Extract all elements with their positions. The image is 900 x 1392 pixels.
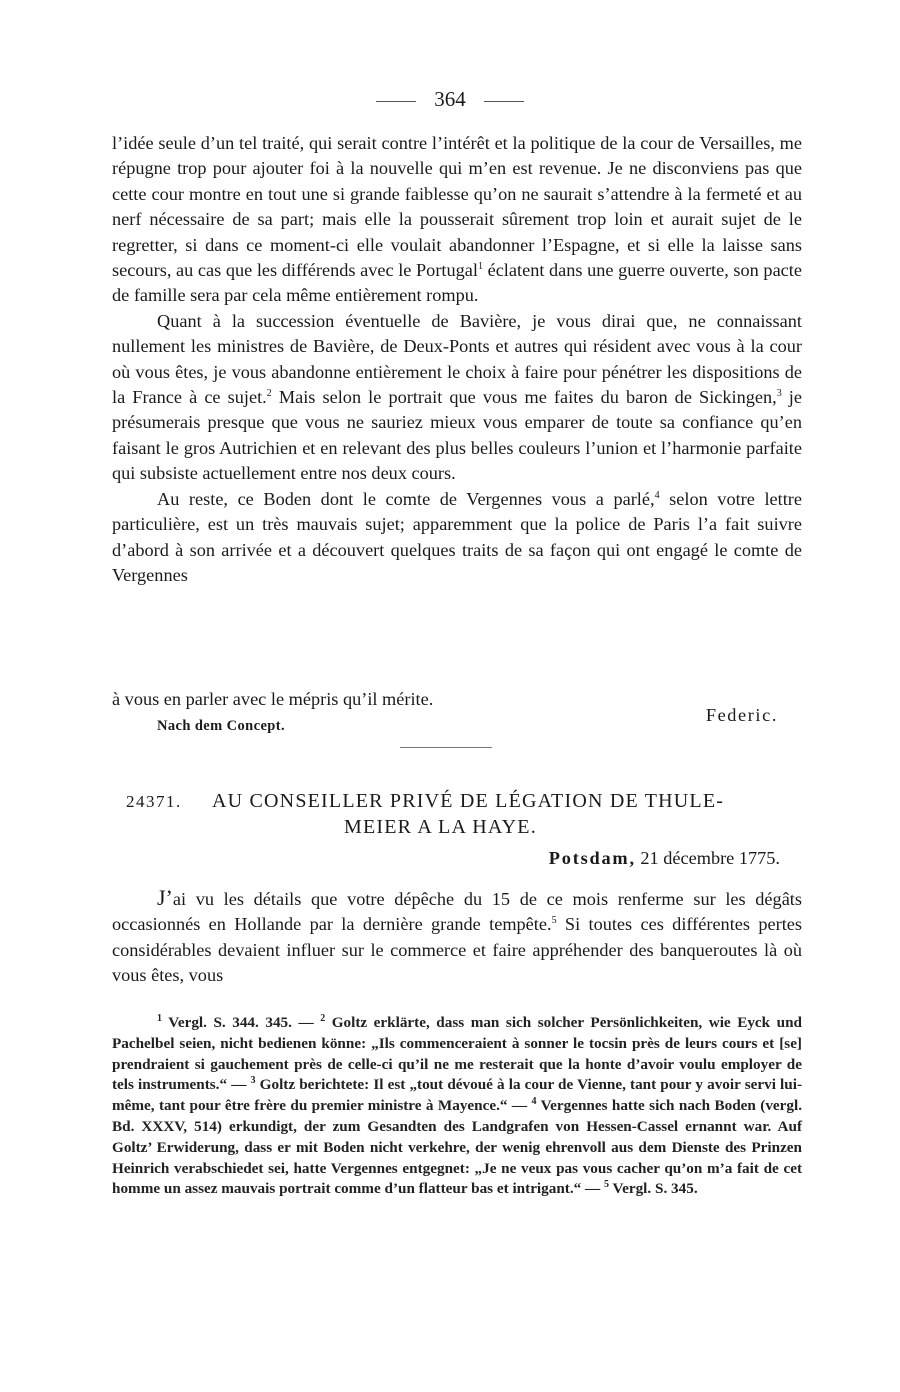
footnote-number: 5	[604, 1179, 610, 1191]
paragraph	[112, 131, 802, 309]
paragraph-text: Mais selon le portrait que vous me faites du baron de Sickingen,	[271, 387, 777, 408]
footnote-ref: 3	[776, 387, 782, 399]
letter-continuation	[112, 131, 802, 588]
paragraph-text: Si toutes ces différentes pertes considérables devaient influer sur le commerce et faire appréhender des banqueroutes là où vous êtes, vous	[112, 914, 802, 986]
page-header	[0, 84, 900, 114]
footnote-ref: 4	[654, 489, 660, 501]
footnote-ref: 5	[551, 915, 557, 927]
paragraph-text: Au reste, ce Boden dont le comte de Vergennes vous a parlé,	[157, 488, 655, 509]
paragraph-text: éclatent dans une guerre ouverte, son pacte de famille sera par cela même entièrement rompu.	[112, 260, 802, 306]
letter-title-line2: MEIER A LA HAYE.	[344, 816, 537, 838]
paragraph-text: selon votre lettre particulière, est un très mauvais sujet; apparemment que la police de Paris l’a fait suivre d’abord à son arrivée et a découvert quelques traits de sa façon qui ont engagé le comte de Vergennes	[112, 488, 802, 585]
footnotes	[112, 1013, 802, 1200]
dateline	[112, 845, 780, 871]
footnote-number: 3	[250, 1075, 256, 1087]
footnote-text: Vergennes hatte sich nach Boden (vergl. Bd. XXXV, 514) erkundigt, der zum Gesandten des Landgrafen von Hessen-Cassel ernannt war. Auf Goltz’ Erwiderung, dass er mit Boden nicht verkehre, der wenig ehrenvoll aus dem Dienste des Prinzen Heinrich verabschiedet sei, hatte Vergennes entgegnet: „Je ne veux pas vous cacher qu’on m’a fait de cet homme un assez mauvais portrait comme d’un flatteur bas et intrigant.“ —	[112, 1097, 802, 1198]
header-rule-right	[484, 101, 524, 102]
paragraph-text: l’idée seule d’un tel traité, qui serait contre l’intérêt et la politique de la cour de Versailles, me répugne trop pour ajouter foi à la nouvelle qui m’en est revenue. Je ne disconviens pas que cette cour montre en tout une si grande faiblesse qu’on ne saurait s’attendre à la fermeté et au nerf nécessaire de sa part; mais elle la pousserait sûrement trop loin et aurait sujet de le regretter, si dans ce moment-ci elle voulait abandonner l’Espagne, et si elle la laisse sans secours, au cas que les différends avec le Portugal	[112, 133, 802, 281]
source-note: Nach dem Concept.	[157, 718, 286, 734]
letter-number: 24371.	[126, 792, 182, 811]
footnote-number: 4	[531, 1096, 537, 1108]
section-divider	[400, 747, 492, 748]
page-number: 364	[434, 87, 466, 111]
letter-body	[112, 885, 802, 989]
footnote-ref: 1	[477, 260, 483, 272]
paragraph	[112, 309, 802, 487]
footnote-number: 1	[157, 1012, 162, 1024]
paragraph	[112, 885, 802, 989]
footnote-ref: 2	[266, 387, 272, 399]
footnote-text: Vergl. S. 344. 345. —	[162, 1014, 321, 1031]
dateline-place: Potsdam,	[548, 848, 636, 868]
header-rule-left	[376, 101, 416, 102]
paragraph-text: Quant à la succession éventuelle de Bavière, je vous dirai que, ne connaissant nullement les ministres de Bavière, de Deux-Ponts et autres qui résident avec vous à la cour où vous êtes, je vous abandonne entièrement le choix à faire pour pénétrer les dispositions de la France à ce sujet.	[112, 310, 802, 408]
footnote-text: Goltz erklärte, dass man sich solcher Persönlichkeiten, wie Eyck und Pachelbel seien, nicht bedienen könne: „Ils commenceraient à sonner le tocsin près de leurs cours et [se] prendraient si gauchement près de celle-ci qu’il ne me resterait que la honte d’avoir voulu employer de tels instruments.“ —	[112, 1014, 802, 1094]
closing-text: à vous en parler avec le mépris qu’il mérite.	[112, 689, 434, 709]
paragraph	[112, 487, 802, 589]
footnote-number: 2	[320, 1012, 326, 1024]
footnote-text: Goltz berichtete: Il est „tout dévoué à la cour de Vienne, tant pour y avoir servi lui-même, tant pour être frère du premier ministre à Mayence.“ —	[112, 1076, 802, 1115]
signature: Federic.	[705, 705, 778, 725]
footnote-text: Vergl. S. 345.	[609, 1180, 698, 1198]
letter-title-line1: AU CONSEILLER PRIVÉ DE LÉGATION DE THULE-	[212, 790, 725, 812]
closing-line	[112, 687, 802, 725]
paragraph-text: J’ai vu les détails que votre dépêche du 15 de ce mois renferme sur les dégâts occasionnés en Hollande par la dernière grande tempête.	[112, 885, 802, 935]
paragraph-text: je présumerais presque que vous ne sauriez mieux vous emparer de toute sa confiance qu’en faisant le gros Autrichien et en relevant des plus belles couleurs l’union et l’harmonie parfaite qui subsiste actuellement entre nos deux cours.	[112, 387, 803, 484]
footnote-block	[112, 1013, 802, 1200]
dateline-date: 21 décembre 1775.	[635, 848, 780, 868]
